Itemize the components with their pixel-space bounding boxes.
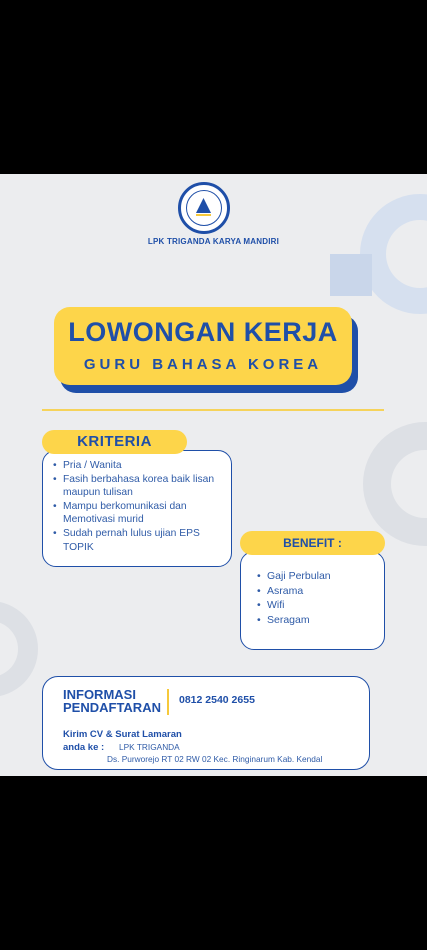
- kriteria-label: KRITERIA: [42, 430, 187, 454]
- kriteria-list: [51, 459, 227, 554]
- benefit-item: • Wifi: [255, 598, 375, 613]
- benefit-label: BENEFIT :: [240, 531, 385, 555]
- benefit-item: • Gaji Perbulan: [255, 569, 375, 584]
- benefit-list: [255, 569, 375, 627]
- send-instructions-line2: anda ke :: [63, 742, 105, 753]
- organization-logo: [178, 182, 230, 234]
- decorative-circle-shape-right: [345, 419, 427, 549]
- job-poster: [0, 174, 427, 776]
- address: [107, 741, 323, 765]
- benefit-panel: [240, 551, 385, 650]
- registration-heading: [63, 688, 163, 714]
- registration-heading-line2: PENDAFTARAN: [63, 700, 161, 715]
- benefit-item: • Asrama: [255, 584, 375, 599]
- registration-heading-line1: INFORMASI: [63, 687, 136, 702]
- registration-info-panel: [42, 676, 370, 770]
- decorative-circle-shape-top-right: [325, 184, 427, 314]
- title-subtitle: GURU BAHASA KOREA: [83, 356, 323, 373]
- kriteria-panel: [42, 450, 232, 567]
- logo-emblem-icon: [186, 190, 222, 226]
- kriteria-item: • Mampu berkomunikasi dan Memotivasi murid: [51, 500, 227, 527]
- benefit-item: • Seragam: [255, 613, 375, 628]
- heading-separator: [167, 689, 169, 715]
- address-line2: Ds. Purworejo RT 02 RW 02 Kec. Ringinarum Kab. Kendal: [107, 754, 323, 764]
- kriteria-item: • Sudah pernah lulus ujian EPS TOPIK: [51, 527, 227, 554]
- kriteria-item: • Fasih berbahasa korea baik lisan maupun tulisan: [51, 473, 227, 500]
- kriteria-item: • Pria / Wanita: [51, 459, 227, 473]
- organization-name: LPK TRIGANDA KARYA MANDIRI: [147, 237, 280, 246]
- title-main: LOWONGAN KERJA: [68, 317, 338, 347]
- send-instructions-line1: Kirim CV & Surat Lamaran: [63, 729, 182, 740]
- decorative-circle-shape-left: [0, 594, 40, 704]
- contact-phone: 0812 2540 2655: [179, 694, 255, 706]
- title-banner: [54, 307, 352, 385]
- address-line1: LPK TRIGANDA: [119, 742, 180, 752]
- divider-line: [42, 409, 384, 411]
